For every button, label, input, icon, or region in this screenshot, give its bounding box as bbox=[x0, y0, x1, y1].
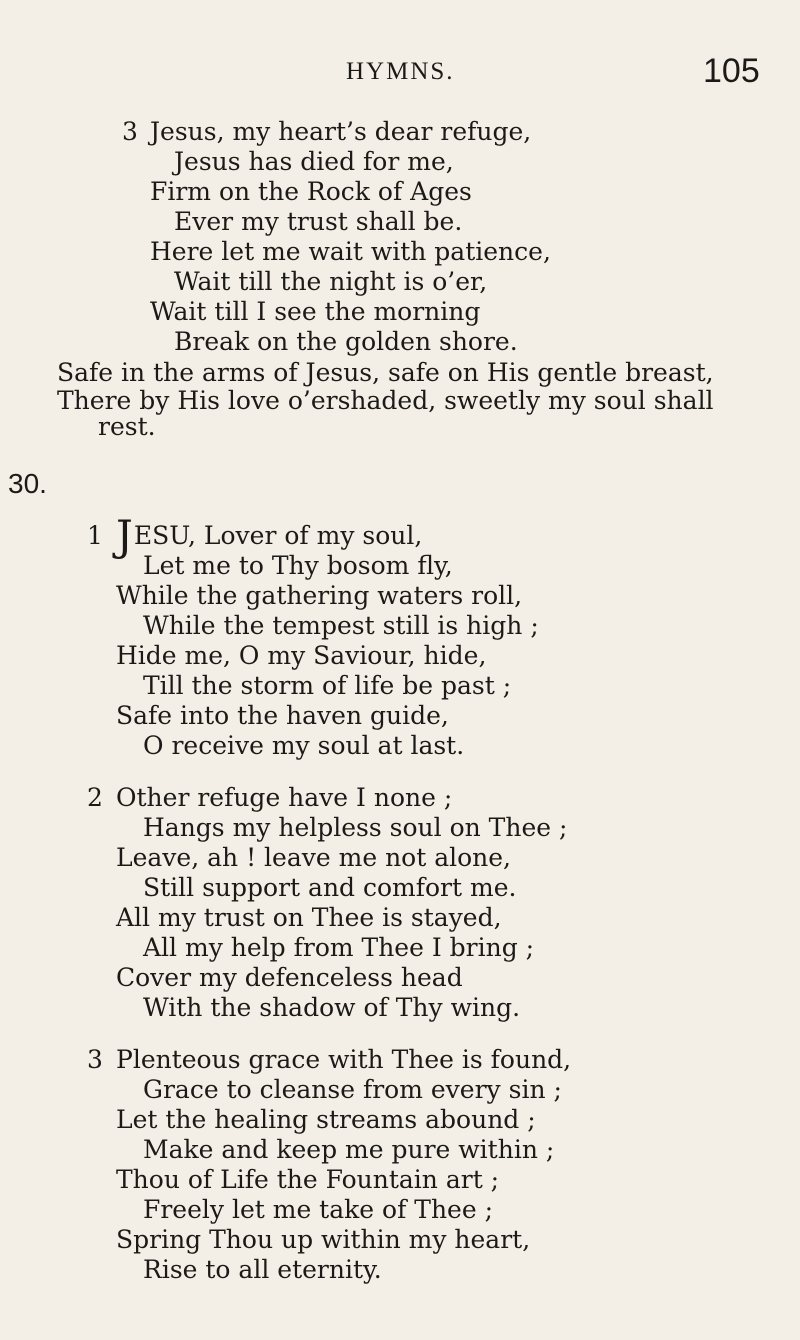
verse-line: Here let me wait with patience, bbox=[150, 237, 551, 266]
verse-line: Let the healing streams abound ; bbox=[116, 1105, 536, 1134]
verse-line: Let me to Thy bosom fly, bbox=[143, 551, 453, 580]
verse-line: With the shadow of Thy wing. bbox=[143, 993, 521, 1022]
running-title: HYMNS. bbox=[346, 58, 455, 85]
verse-line: O receive my soul at last. bbox=[143, 731, 465, 760]
chorus-line: There by His love o’ershaded, sweetly my soul shall bbox=[57, 386, 714, 415]
verse-line: All my trust on Thee is stayed, bbox=[116, 903, 502, 932]
verse-line: Wait till the night is o’er, bbox=[174, 267, 488, 296]
verse-line: Till the storm of life be past ; bbox=[143, 671, 512, 700]
running-head bbox=[0, 52, 800, 92]
verse-number: 2 bbox=[87, 783, 103, 812]
verse-line: Hangs my helpless soul on Thee ; bbox=[143, 813, 568, 842]
verse-line: Firm on the Rock of Ages bbox=[150, 177, 472, 206]
verse-line: Make and keep me pure within ; bbox=[143, 1135, 555, 1164]
verse-number: 3 bbox=[87, 1045, 103, 1074]
verse-number: 1 bbox=[87, 521, 103, 550]
verse-line bbox=[116, 511, 423, 560]
verse-line: Safe into the haven guide, bbox=[116, 701, 449, 730]
verse-line: Cover my defenceless head bbox=[116, 963, 463, 992]
verse-line-text: ESU, Lover of my soul, bbox=[133, 521, 423, 550]
verse-line: While the tempest still is high ; bbox=[143, 611, 539, 640]
verse-line: All my help from Thee I bring ; bbox=[143, 933, 535, 962]
verse-line: Break on the golden shore. bbox=[174, 327, 518, 356]
verse-number: 3 bbox=[122, 117, 138, 146]
verse-line: Jesus, my heart’s dear refuge, bbox=[150, 117, 532, 146]
chorus-line: Safe in the arms of Jesus, safe on His gentle breast, bbox=[57, 358, 714, 387]
verse-line: Freely let me take of Thee ; bbox=[143, 1195, 494, 1224]
verse-line: Still support and comfort me. bbox=[143, 873, 517, 902]
verse-line: Jesus has died for me, bbox=[174, 147, 454, 176]
verse-line: Wait till I see the morning bbox=[150, 297, 481, 326]
verse-line: Spring Thou up within my heart, bbox=[116, 1225, 531, 1254]
verse-line: Plenteous grace with Thee is found, bbox=[116, 1045, 572, 1074]
verse-line: Leave, ah ! leave me not alone, bbox=[116, 843, 512, 872]
verse-line: Thou of Life the Fountain art ; bbox=[116, 1165, 500, 1194]
drop-cap: J bbox=[116, 511, 133, 560]
page-number: 105 bbox=[703, 52, 760, 90]
chorus-line: rest. bbox=[98, 412, 156, 441]
verse-line: Grace to cleanse from every sin ; bbox=[143, 1075, 562, 1104]
verse-line: Rise to all eternity. bbox=[143, 1255, 382, 1284]
verse-line: Other refuge have I none ; bbox=[116, 783, 453, 812]
hymn-number: 30. bbox=[8, 468, 47, 499]
verse-line: Ever my trust shall be. bbox=[174, 207, 463, 236]
verse-line: While the gathering waters roll, bbox=[116, 581, 523, 610]
verse-line: Hide me, O my Saviour, hide, bbox=[116, 641, 487, 670]
